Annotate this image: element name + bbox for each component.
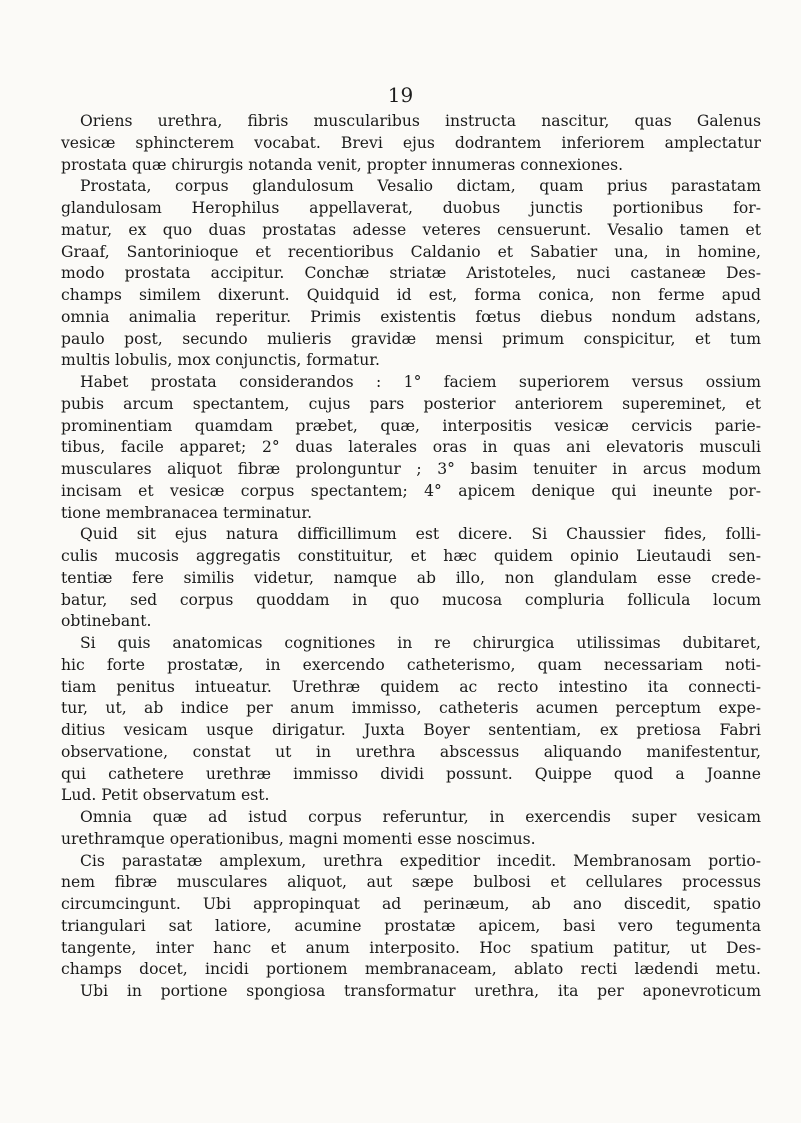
text-line: tur, ut, ab indice per anum immisso, catheteris acumen perceptum expe- — [61, 699, 761, 718]
text-line: urethramque operationibus, magni momenti esse noscimus. — [61, 829, 536, 848]
text-line: modo prostata accipitur. Conchæ striatæ Aristoteles, nuci castaneæ Des- — [61, 264, 761, 283]
text-line: Graaf, Santorinioque et recentioribus Caldanio et Sabatier una, in homine, — [61, 242, 761, 261]
text-line: paulo post, secundo mulieris gravidæ mensi primum conspicitur, et tum — [61, 329, 761, 348]
text-line: tibus, facile apparet; 2° duas laterales oras in quas ani elevatoris musculi — [61, 438, 761, 457]
text-line: matur, ex quo duas prostatas adesse veteres censuerunt. Vesalio tamen et — [61, 220, 761, 239]
text-line: batur, sed corpus quoddam in quo mucosa compluria follicula locum — [61, 590, 761, 609]
text-line: tangente, inter hanc et anum interposito. Hoc spatium patitur, ut Des- — [61, 938, 761, 957]
text-line: musculares aliquot fibræ prolonguntur ; 3° basim tenuiter in arcus modum — [61, 460, 761, 478]
text-line: circumcingunt. Ubi appropinquat ad perinæum, ab ano discedit, spatio — [61, 895, 761, 913]
text-line: glandulosam Herophilus appellaverat, duobus junctis portionibus for- — [61, 199, 761, 217]
text-line: prominentiam quamdam præbet, quæ, interpositis vesicæ cervicis parie- — [61, 416, 761, 435]
text-line: Si quis anatomicas cognitiones in re chirurgica utilissimas dubitaret, — [80, 634, 761, 652]
text-line: ditius vesicam usque dirigatur. Juxta Boyer sententiam, ex pretiosa Fabri — [61, 721, 761, 739]
text-line: Habet prostata considerandos : 1° faciem superiorem versus ossium — [80, 373, 761, 391]
text-line: tiam penitus intueatur. Urethræ quidem ac recto intestino ita connecti- — [61, 677, 761, 696]
text-line: vesicæ sphincterem vocabat. Brevi ejus dodrantem inferiorem amplectatur — [61, 133, 761, 152]
text-line: observatione, constat ut in urethra abscessus aliquando manifestentur, — [61, 742, 761, 761]
text-line: Quid sit ejus natura difficillimum est dicere. Si Chaussier fides, folli- — [80, 525, 761, 544]
text-line: incisam et vesicæ corpus spectantem; 4° apicem denique qui ineunte por- — [61, 481, 761, 500]
text-line: Prostata, corpus glandulosum Vesalio dictam, quam prius parastatam — [80, 177, 761, 196]
text-line: champs similem dixerunt. Quidquid id est, forma conica, non ferme apud — [61, 286, 761, 304]
text-line: triangulari sat latiore, acumine prostatæ apicem, basi vero tegumenta — [61, 916, 761, 935]
body-text — [61, 111, 761, 1003]
text-line: prostata quæ chirurgis notanda venit, propter innumeras connexiones. — [61, 155, 624, 174]
text-line: Omnia quæ ad istud corpus referuntur, in exercendis super vesicam — [80, 808, 761, 826]
page-number: 19 — [387, 83, 414, 107]
text-line: Lud. Petit observatum est. — [61, 786, 270, 805]
text-line: tentiæ fere similis videtur, namque ab illo, non glandulam esse crede- — [61, 568, 761, 587]
text-line: pubis arcum spectantem, cujus pars posterior anteriorem supereminet, et — [61, 394, 761, 413]
text-line: omnia animalia reperitur. Primis existentis fœtus diebus nondum adstans, — [61, 307, 761, 326]
text-line: Oriens urethra, fibris muscularibus instructa nascitur, quas Galenus — [80, 112, 761, 130]
text-line: obtinebant. — [61, 612, 152, 631]
text-line: hic forte prostatæ, in exercendo catheterismo, quam necessariam noti- — [61, 655, 761, 674]
text-line: nem fibræ musculares aliquot, aut sæpe bulbosi et cellulares processus — [61, 873, 761, 892]
text-line: champs docet, incidi portionem membranaceam, ablato recti lædendi metu. — [61, 960, 761, 979]
text-line: Cis parastatæ amplexum, urethra expeditior incedit. Membranosam portio- — [80, 851, 761, 870]
text-line: qui cathetere urethræ immisso dividi possunt. Quippe quod a Joanne — [61, 764, 761, 783]
text-line: culis mucosis aggregatis constituitur, et hæc quidem opinio Lieutaudi sen- — [61, 547, 761, 565]
text-line: multis lobulis, mox conjunctis, formatur. — [61, 351, 380, 370]
text-line: tione membranacea terminatur. — [61, 503, 313, 522]
text-line: Ubi in portione spongiosa transformatur urethra, ita per aponevroticum — [80, 982, 761, 1000]
